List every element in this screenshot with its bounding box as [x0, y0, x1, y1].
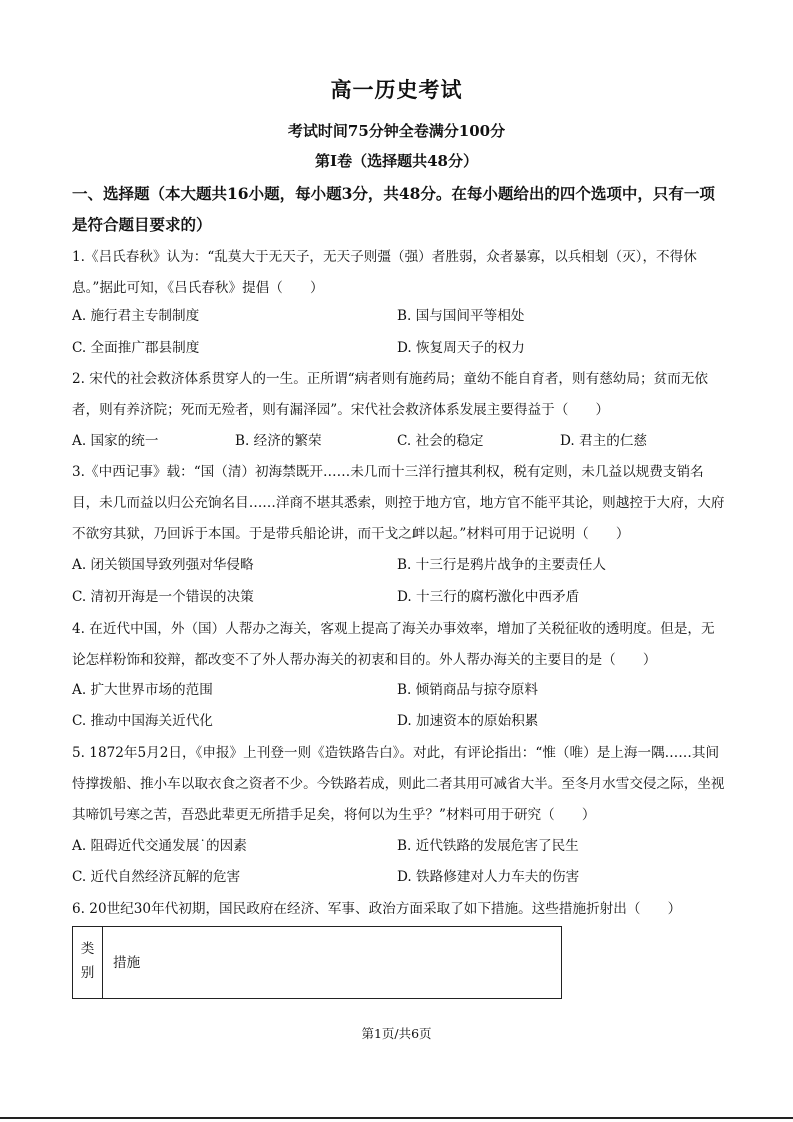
question-3-option-c: C. 清初开海是一个错误的决策 — [72, 589, 254, 605]
part-heading: 第Ⅰ卷（选择题共48分） — [315, 152, 478, 170]
page-number: 第1页/共6页 — [361, 1026, 432, 1041]
exam-info: 考试时间75分钟全卷满分100分 — [287, 122, 506, 140]
question-2-option-c: C. 社会的稳定 — [397, 433, 484, 449]
question-4-option-c: C. 推动中国海关近代化 — [72, 713, 213, 729]
question-2-option-b: B. 经济的繁荣 — [235, 433, 322, 449]
question-4-option-d: D. 加速资本的原始积累 — [397, 713, 539, 729]
question-4-option-a: A. 扩大世界市场的范围 — [72, 682, 213, 698]
question-2-stem: 2. 宋代的社会救济体系贯穿人的一生。正所谓“病者则有施药局；童幼不能自育者，则有慈幼局；贫而无依者，则有养济院；死而无殓者，则有漏泽园”。宋代社会救济体系发展主要得益于（ ） — [72, 371, 708, 418]
question-3-option-d: D. 十三行的腐朽激化中西矛盾 — [397, 589, 580, 605]
question-5-option-a: A. 阻碍近代交通发展˙的因素 — [72, 838, 247, 854]
question-3-stem: 3.《中西记事》载：“国（清）初海禁既开……未几而十三洋行擅其利权，税有定则，未几益以规费支销名目，未几而益以归公充饷名目……洋商不堪其悉索，则控于地方官，地方官不能平其论，则越控于大府，大府不欲穷其狱，乃回诉于本国。于是带兵船论讲，而干戈之衅以起。”材料可用于记说明（ ） — [72, 464, 725, 542]
question-5-option-c: C. 近代自然经济瓦解的危害 — [72, 869, 241, 885]
question-1-option-a: A. 施行君主专制制度 — [72, 308, 200, 324]
question-2-option-d: D. 君主的仁慈 — [560, 433, 648, 449]
question-6-stem: 6. 20世纪30年代初期，国民政府在经济、军事、政治方面采取了如下措施。这些措施折射出（ ） — [72, 901, 682, 917]
question-5-stem: 5. 1872年5月2日，《申报》上刊登一则《造铁路告白》。对此，有评论指出：“惟（唯）是上海一隅……其间恃撑拨船、推小车以取衣食之资者不少。今铁路若成，则此二者其用可减省大半。至冬月水雪交侵之际，坐视其啼饥号寒之苦，吾恐此辈更无所措手足矣，将何以为生乎？”材料可用于研究（ ） — [72, 745, 725, 823]
bottom-rule — [0, 1117, 793, 1119]
question-5-option-d: D. 铁路修建对人力车夫的伤害 — [397, 869, 580, 885]
table-header-measures: 措施 — [113, 955, 141, 971]
question-2-option-a: A. 国家的统一 — [72, 433, 159, 449]
section-heading: 一、选择题（本大题共16小题，每小题3分，共48分。在每小题给出的四个选项中，只有一项是符合题目要求的） — [72, 184, 715, 234]
question-4-option-b: B. 倾销商品与掠夺原料 — [397, 682, 538, 698]
question-1-stem: 1.《吕氏春秋》认为：“乱莫大于无天子，无天子则彊（强）者胜弱，众者暴寡，以兵相刬（灭），不得休息。”据此可知，《吕氏春秋》提倡（ ） — [72, 249, 697, 296]
table-header-category-label: 类别 — [80, 941, 95, 981]
question-3-option-a: A. 闭关锁国导致列强对华侵略 — [72, 557, 254, 573]
question-5-option-b: B. 近代铁路的发展危害了民生 — [397, 838, 579, 854]
page-title: 高一历史考试 — [330, 77, 463, 102]
question-4-stem: 4. 在近代中国，外（国）人帮办之海关，客观上提高了海关办事效率，增加了关税征收的透明度。但是，无论怎样粉饰和狡辩，都改变不了外人帮办海关的初衷和目的。外人帮办海关的主要目的是（ ） — [72, 621, 715, 668]
question-1-option-c: C. 全面推广郡县制度 — [72, 340, 200, 356]
table-header-category — [73, 927, 103, 998]
question-3-option-b: B. 十三行是鸦片战争的主要责任人 — [397, 557, 606, 573]
measures-table — [72, 926, 562, 999]
question-1-option-d: D. 恢复周天子的权力 — [397, 340, 525, 356]
question-1-option-b: B. 国与国间平等相处 — [397, 308, 525, 324]
